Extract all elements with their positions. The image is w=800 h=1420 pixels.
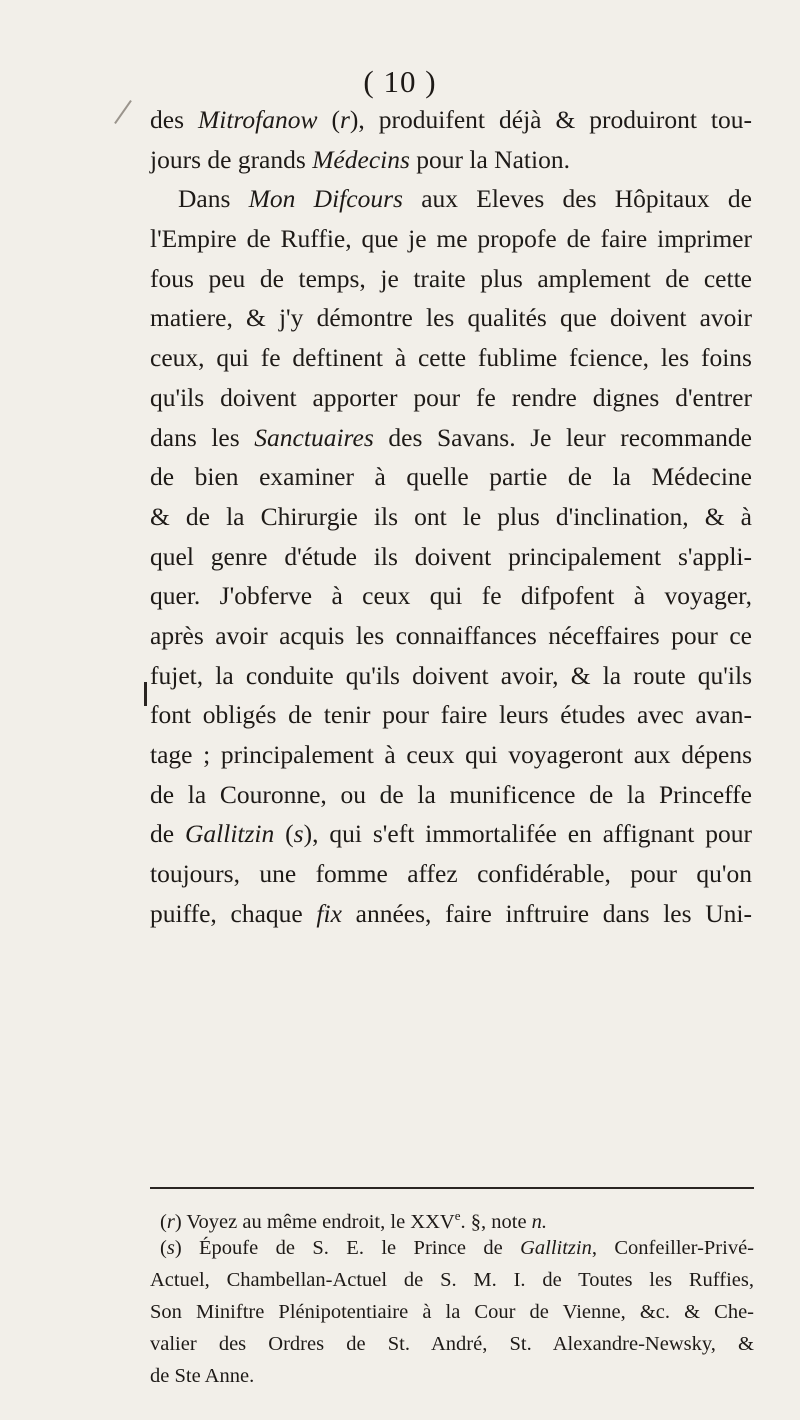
text-segment: tage ; principalement à ceux qui voyageront aux dépens (150, 740, 752, 769)
text-line (150, 179, 752, 219)
text-segment: quel genre d'étude ils doivent principalement s'appli- (150, 541, 752, 571)
text-segment: , Confeiller-Privé- (591, 1237, 754, 1259)
italic-text: s (166, 1237, 175, 1259)
text-segment: quer. J'obferve à ceux qui fe difpofent à voyager, (150, 581, 752, 611)
italic-text: Gallitzin (520, 1237, 592, 1259)
italic-text: fix (316, 898, 342, 928)
body-text (150, 100, 752, 933)
text-segment: puiffe, chaque (150, 898, 317, 928)
text-segment: ), produifent déjà & produiront tou- (349, 105, 753, 134)
text-segment: ( (160, 1210, 167, 1233)
text-segment: de (150, 819, 185, 849)
italic-text: r (339, 105, 350, 134)
italic-text: Mon Difcours (248, 184, 403, 214)
italic-text: r (166, 1210, 175, 1233)
text-segment: ) Époufe de S. E. le Prince de (174, 1237, 521, 1259)
text-line (150, 775, 752, 815)
text-segment: ) Voyez au même endroit, le XXV (174, 1210, 455, 1233)
text-segment: Dans (178, 184, 249, 214)
text-segment: . §, note (460, 1210, 532, 1233)
text-segment: Son Miniftre Plénipotentiaire à la Cour de Vienne, &c. & Che- (150, 1301, 754, 1323)
text-segment: ceux, qui fe deftinent à cette fublime fcience, les foins (150, 343, 752, 373)
text-segment: de Ste Anne. (150, 1365, 255, 1387)
text-segment: ), qui s'eft immortalifée en affignant pour (303, 819, 752, 849)
text-line (150, 259, 752, 299)
margin-mark (114, 100, 132, 124)
italic-text: s (293, 819, 304, 849)
text-segment: ( (274, 819, 294, 849)
italic-text: Médecins (312, 144, 410, 174)
text-segment: fujet, la conduite qu'ils doivent avoir, & la route qu'ils (150, 660, 752, 690)
text-segment: qu'ils doivent apporter pour fe rendre dignes d'entrer (150, 382, 752, 412)
margin-tick (144, 682, 147, 706)
text-segment: l'Empire de Ruffie, que je me propofe de faire imprimer (150, 224, 752, 254)
text-segment: années, faire inftruire dans les Uni- (341, 898, 752, 928)
text-line (150, 814, 752, 854)
text-line (150, 735, 752, 775)
text-segment: de la Couronne, ou de la munificence de la Princeffe (150, 779, 752, 809)
text-line (150, 616, 752, 656)
page-number: ( 10 ) (363, 64, 437, 99)
text-line (150, 457, 752, 497)
text-line (150, 100, 752, 140)
text-segment: dans les (150, 422, 255, 452)
footnote-line (150, 1232, 754, 1264)
footnote-line (150, 1200, 754, 1232)
italic-text: Gallitzin (184, 819, 275, 849)
text-segment: valier des Ordres de St. André, St. Alexandre-Newsky, & (150, 1333, 754, 1355)
footnote-line (150, 1360, 754, 1392)
footnote-rule (150, 1187, 754, 1189)
text-segment: après avoir acquis les connaiffances néceffaires pour ce (150, 620, 752, 650)
text-segment: & de la Chirurgie ils ont le plus d'inclination, & à (150, 501, 752, 531)
text-segment: toujours, une fomme affez confidérable, pour qu'on (150, 859, 752, 889)
text-line (150, 418, 752, 458)
text-line (150, 537, 752, 577)
text-segment: ( (317, 105, 340, 134)
text-segment: des (150, 105, 198, 134)
text-line (150, 894, 752, 934)
text-segment: matiere, & j'y démontre les qualités que doivent avoir (150, 303, 752, 333)
italic-text: n. (531, 1210, 548, 1233)
text-segment: jours de grands (150, 144, 313, 174)
text-segment: ( (160, 1237, 167, 1259)
text-segment: aux Eleves des Hôpitaux de (402, 184, 752, 214)
text-line (150, 378, 752, 418)
text-line (150, 219, 752, 259)
text-line (150, 854, 752, 894)
text-segment: de bien examiner à quelle partie de la Médecine (150, 462, 752, 492)
text-line (150, 140, 752, 180)
text-segment: font obligés de tenir pour faire leurs études avec avan- (150, 700, 752, 730)
text-segment: des Savans. Je leur recommande (373, 422, 752, 452)
footnote-line (150, 1264, 754, 1296)
text-line (150, 576, 752, 616)
text-segment: fous peu de temps, je traite plus amplement de cette (150, 263, 752, 293)
text-line (150, 338, 752, 378)
text-segment: pour la Nation. (409, 144, 570, 174)
text-segment: Actuel, Chambellan-Actuel de S. M. I. de Toutes les Ruffies, (150, 1269, 754, 1291)
text-line (150, 298, 752, 338)
text-line (150, 656, 752, 696)
footnotes (150, 1200, 754, 1392)
text-line (150, 497, 752, 537)
footnote-line (150, 1296, 754, 1328)
footnote-line (150, 1328, 754, 1360)
superscript: e (454, 1208, 461, 1223)
italic-text: Sanctuaires (254, 422, 374, 452)
italic-text: Mitrofanow (198, 105, 318, 134)
text-line (150, 695, 752, 735)
